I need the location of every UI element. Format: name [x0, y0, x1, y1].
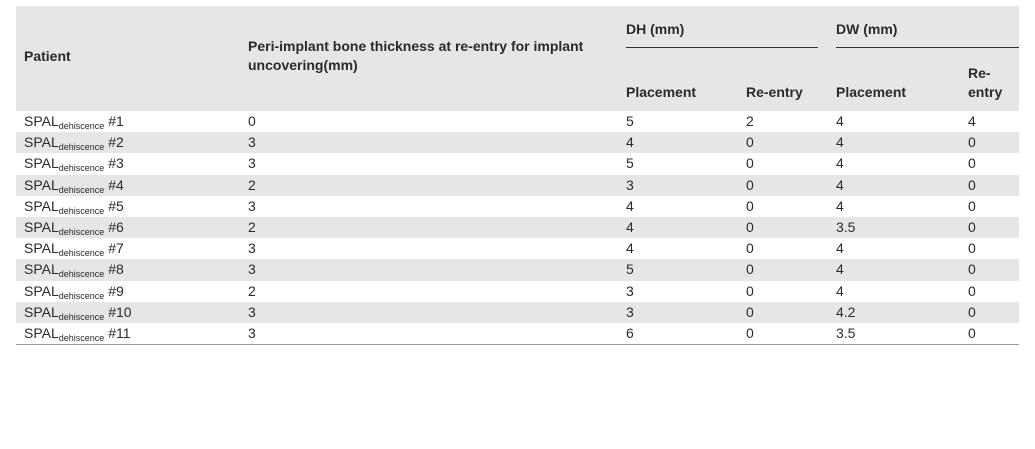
- cell-dw-placement: 4: [836, 155, 844, 172]
- table-row: [16, 302, 1019, 323]
- cell-dh-reentry: 0: [746, 323, 836, 345]
- cell-dw-reentry: 0: [968, 175, 1019, 196]
- cell-dw-placement: 4: [836, 259, 968, 280]
- patient-number: #8: [104, 261, 124, 278]
- cell-patient: [16, 111, 248, 132]
- header-patient: Patient: [16, 6, 248, 111]
- cell-dh-reentry: 0: [746, 259, 836, 280]
- header-group-dh-label: DH (mm): [626, 20, 685, 37]
- cell-thickness: 3: [248, 197, 256, 214]
- table-row: [16, 175, 1019, 196]
- cell-thickness: 3: [248, 259, 626, 280]
- cell-dw-reentry: 0: [968, 302, 1019, 323]
- header-bone-thickness: Peri-implant bone thickness at re-entry for implant uncovering(mm): [248, 6, 626, 111]
- header-group-dh-rule: [626, 47, 818, 48]
- cell-thickness: 2: [248, 175, 626, 196]
- header-group-dw-rule: [836, 47, 1019, 48]
- patient-subscript: dehiscence: [58, 269, 105, 280]
- header-dw-placement: Placement: [836, 48, 968, 111]
- patient-number: #6: [104, 219, 124, 236]
- cell-patient: [16, 217, 248, 238]
- cell-dw-reentry: 0: [968, 323, 1019, 345]
- cell-dh-placement: 5: [626, 259, 746, 280]
- table-row: [16, 323, 1019, 345]
- patient-base: SPAL: [24, 176, 59, 193]
- cell-patient: [16, 323, 248, 345]
- cell-thickness: 3: [248, 132, 626, 153]
- cell-patient: [16, 302, 248, 323]
- cell-patient: [16, 132, 248, 153]
- cell-dw-reentry: 4: [968, 113, 976, 130]
- header-group-dh: [626, 6, 836, 48]
- cell-dh-placement: 3: [626, 282, 634, 299]
- cell-dw-reentry: 0: [968, 259, 1019, 280]
- cell-dh-placement: 5: [626, 155, 634, 172]
- cell-dh-reentry: 0: [746, 217, 836, 238]
- cell-thickness: 3: [248, 155, 256, 172]
- cell-dh-reentry: 0: [746, 302, 836, 323]
- patient-subscript: dehiscence: [58, 142, 105, 153]
- header-group-dw-label: DW (mm): [836, 20, 898, 37]
- cell-dw-placement: 4: [836, 175, 968, 196]
- cell-dh-reentry: 0: [746, 197, 754, 214]
- table-row: [16, 111, 1019, 132]
- table-row: [16, 196, 1019, 217]
- cell-thickness: 2: [248, 282, 256, 299]
- table-row: [16, 132, 1019, 153]
- cell-dh-placement: 4: [626, 217, 746, 238]
- cell-dw-reentry: 0: [968, 132, 1019, 153]
- patient-base: SPAL: [24, 324, 59, 341]
- cell-dw-placement: 4: [836, 197, 844, 214]
- patient-subscript: dehiscence: [58, 332, 105, 343]
- patient-base: SPAL: [24, 113, 59, 130]
- patient-base: SPAL: [24, 134, 59, 151]
- cell-dw-placement: 4: [836, 240, 844, 257]
- cell-patient: [16, 238, 248, 259]
- cell-patient: [16, 196, 248, 217]
- cell-dh-reentry: 2: [746, 113, 754, 130]
- table-container: [16, 6, 1019, 345]
- patient-subscript: dehiscence: [58, 163, 105, 174]
- cell-dw-placement: 4: [836, 132, 968, 153]
- cell-dh-placement: 6: [626, 323, 746, 345]
- table-header: [16, 6, 1019, 111]
- cell-dh-placement: 4: [626, 197, 634, 214]
- table-row: [16, 217, 1019, 238]
- patient-number: #5: [104, 197, 124, 214]
- cell-dw-reentry: 0: [968, 217, 1019, 238]
- data-table: [16, 6, 1019, 345]
- patient-number: #4: [104, 176, 124, 193]
- patient-number: #9: [104, 282, 124, 299]
- patient-subscript: dehiscence: [58, 290, 105, 301]
- table-row: [16, 153, 1019, 174]
- patient-number: #2: [104, 134, 124, 151]
- patient-base: SPAL: [24, 155, 59, 172]
- cell-dw-reentry: 0: [968, 282, 976, 299]
- cell-thickness: 2: [248, 217, 626, 238]
- patient-number: #7: [104, 240, 124, 257]
- patient-number: #1: [104, 113, 124, 130]
- cell-patient: [16, 153, 248, 174]
- patient-base: SPAL: [24, 282, 59, 299]
- patient-subscript: dehiscence: [58, 184, 105, 195]
- cell-dh-placement: 3: [626, 175, 746, 196]
- cell-dw-reentry: 0: [968, 155, 976, 172]
- cell-dw-placement: 4: [836, 282, 844, 299]
- patient-base: SPAL: [24, 219, 59, 236]
- cell-dw-reentry: 0: [968, 197, 976, 214]
- cell-dw-placement: 3.5: [836, 217, 968, 238]
- patient-base: SPAL: [24, 261, 59, 278]
- patient-subscript: dehiscence: [58, 121, 105, 132]
- cell-dw-placement: 4.2: [836, 302, 968, 323]
- header-dh-reentry: Re-entry: [746, 48, 836, 111]
- cell-dh-reentry: 0: [746, 282, 754, 299]
- patient-subscript: dehiscence: [58, 248, 105, 259]
- table-body: [16, 111, 1019, 345]
- cell-patient: [16, 281, 248, 302]
- patient-number: #11: [104, 324, 131, 341]
- cell-thickness: 3: [248, 323, 626, 345]
- patient-subscript: dehiscence: [58, 205, 105, 216]
- cell-dw-reentry: 0: [968, 240, 976, 257]
- cell-thickness: 3: [248, 302, 626, 323]
- cell-thickness: 0: [248, 113, 256, 130]
- table-row: [16, 238, 1019, 259]
- header-group-dw: [836, 6, 1019, 48]
- cell-dh-placement: 5: [626, 113, 634, 130]
- table-row: [16, 259, 1019, 280]
- cell-dw-placement: 3.5: [836, 323, 968, 345]
- cell-dh-placement: 3: [626, 302, 746, 323]
- cell-patient: [16, 259, 248, 280]
- cell-dh-placement: 4: [626, 132, 746, 153]
- patient-number: #10: [104, 303, 132, 320]
- patient-base: SPAL: [24, 197, 59, 214]
- cell-dh-reentry: 0: [746, 175, 836, 196]
- table-row: [16, 281, 1019, 302]
- cell-patient: [16, 175, 248, 196]
- patient-subscript: dehiscence: [58, 311, 105, 322]
- cell-dh-reentry: 0: [746, 240, 754, 257]
- patient-base: SPAL: [24, 240, 59, 257]
- header-dh-placement: Placement: [626, 48, 746, 111]
- cell-dh-reentry: 0: [746, 132, 836, 153]
- cell-dh-reentry: 0: [746, 155, 754, 172]
- patient-subscript: dehiscence: [58, 227, 105, 238]
- cell-thickness: 3: [248, 240, 256, 257]
- cell-dw-placement: 4: [836, 113, 844, 130]
- patient-base: SPAL: [24, 303, 59, 320]
- cell-dh-placement: 4: [626, 240, 634, 257]
- header-dw-reentry: Re- entry: [968, 48, 1019, 111]
- patient-number: #3: [104, 155, 124, 172]
